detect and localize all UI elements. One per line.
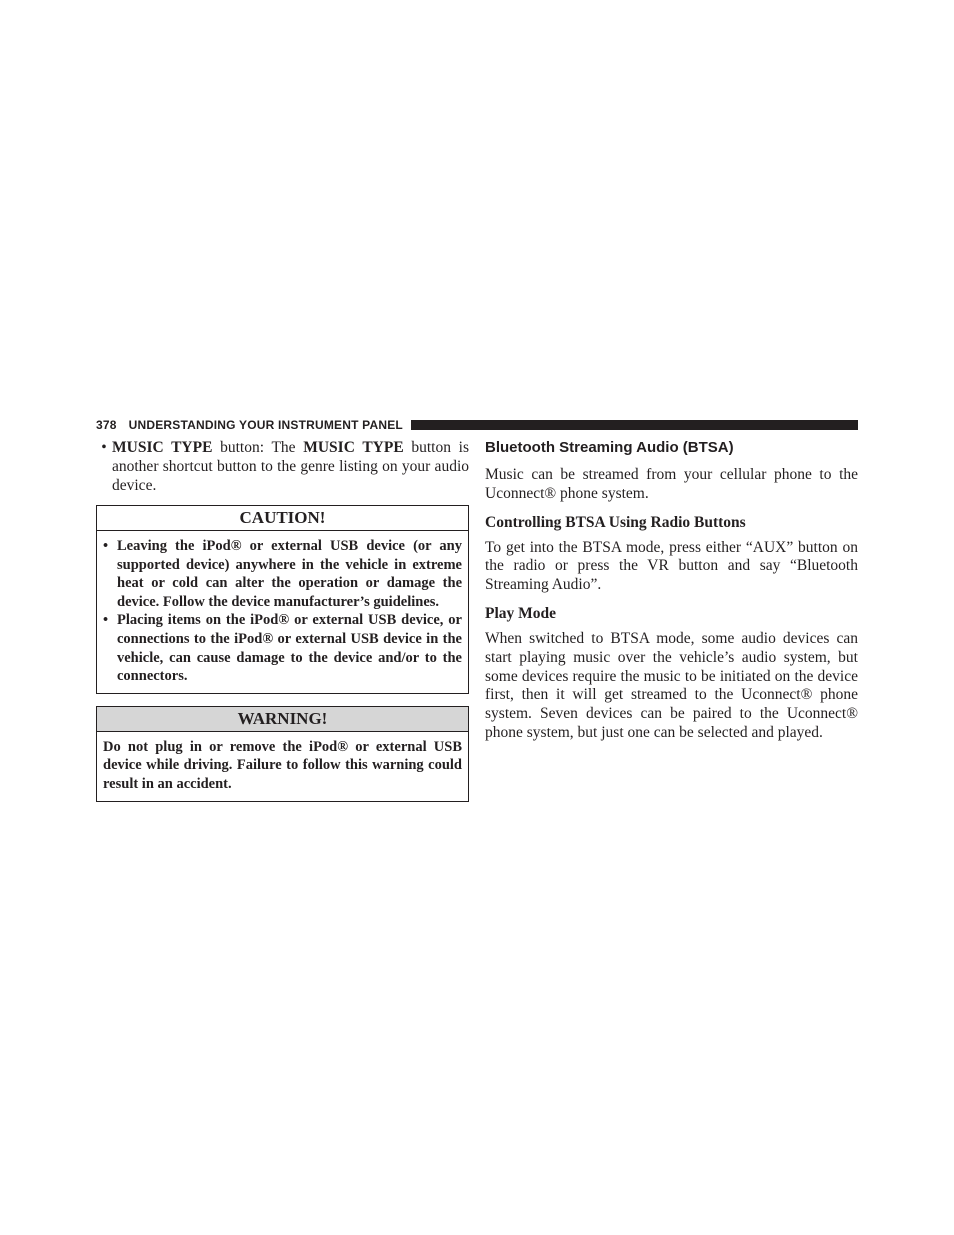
header-rule bbox=[411, 420, 858, 430]
btsa-intro: Music can be streamed from your cellular phone to the Uconnect® phone system. bbox=[485, 466, 858, 502]
music-type-text: MUSIC TYPE button: The MUSIC TYPE button is another shortcut button to the genre listing on your audio device. bbox=[112, 439, 469, 494]
page-header bbox=[96, 417, 858, 433]
left-column bbox=[96, 438, 469, 802]
running-section-title: UNDERSTANDING YOUR INSTRUMENT PANEL bbox=[128, 418, 403, 432]
caution-title: CAUTION! bbox=[97, 506, 468, 531]
caution-box bbox=[96, 505, 469, 694]
play-mode-text: When switched to BTSA mode, some audio devices can start playing music over the vehicle’s audio system, but some devices require the music to be initiated on the device first, then it will get streamed to the Uconnect® phone system. Seven devices can be paired to the Uconnect® phone system, but just one can be selected and played. bbox=[485, 629, 858, 741]
caution-body bbox=[97, 531, 468, 693]
warning-text: Do not plug in or remove the iPod® or external USB device while driving. Failure to follow this warning could result in an accident. bbox=[103, 738, 462, 792]
caution-item: • Leaving the iPod® or external USB device (or any supported device) anywhere in the vehicle in extreme heat or cold can alter the operation or damage the device. Follow the device manufacturer’s guidelines. bbox=[103, 538, 462, 610]
btsa-section-heading: Bluetooth Streaming Audio (BTSA) bbox=[485, 439, 734, 456]
bullet-dot-icon: • bbox=[103, 538, 109, 554]
music-type-bullet bbox=[96, 438, 469, 495]
warning-body bbox=[97, 732, 468, 801]
bullet-dot-icon: • bbox=[101, 439, 107, 456]
right-column bbox=[485, 438, 858, 743]
warning-box bbox=[96, 706, 469, 802]
warning-title: WARNING! bbox=[97, 707, 468, 732]
caution-item: • Placing items on the iPod® or external USB device, or connections to the iPod® or external USB device in the vehicle, can cause damage to the device and/or to the connectors. bbox=[103, 612, 462, 685]
play-mode-heading: Play Mode bbox=[485, 604, 557, 622]
music-type-label-2: MUSIC TYPE bbox=[303, 439, 404, 456]
music-type-label-1: MUSIC TYPE bbox=[112, 439, 213, 456]
controlling-heading: Controlling BTSA Using Radio Buttons bbox=[485, 513, 746, 531]
page-number: 378 bbox=[96, 418, 117, 432]
controlling-text: To get into the BTSA mode, press either “AUX” button on the radio or press the VR button and say “Bluetooth Streaming Audio”. bbox=[485, 538, 858, 594]
bullet-dot-icon: • bbox=[103, 612, 109, 629]
